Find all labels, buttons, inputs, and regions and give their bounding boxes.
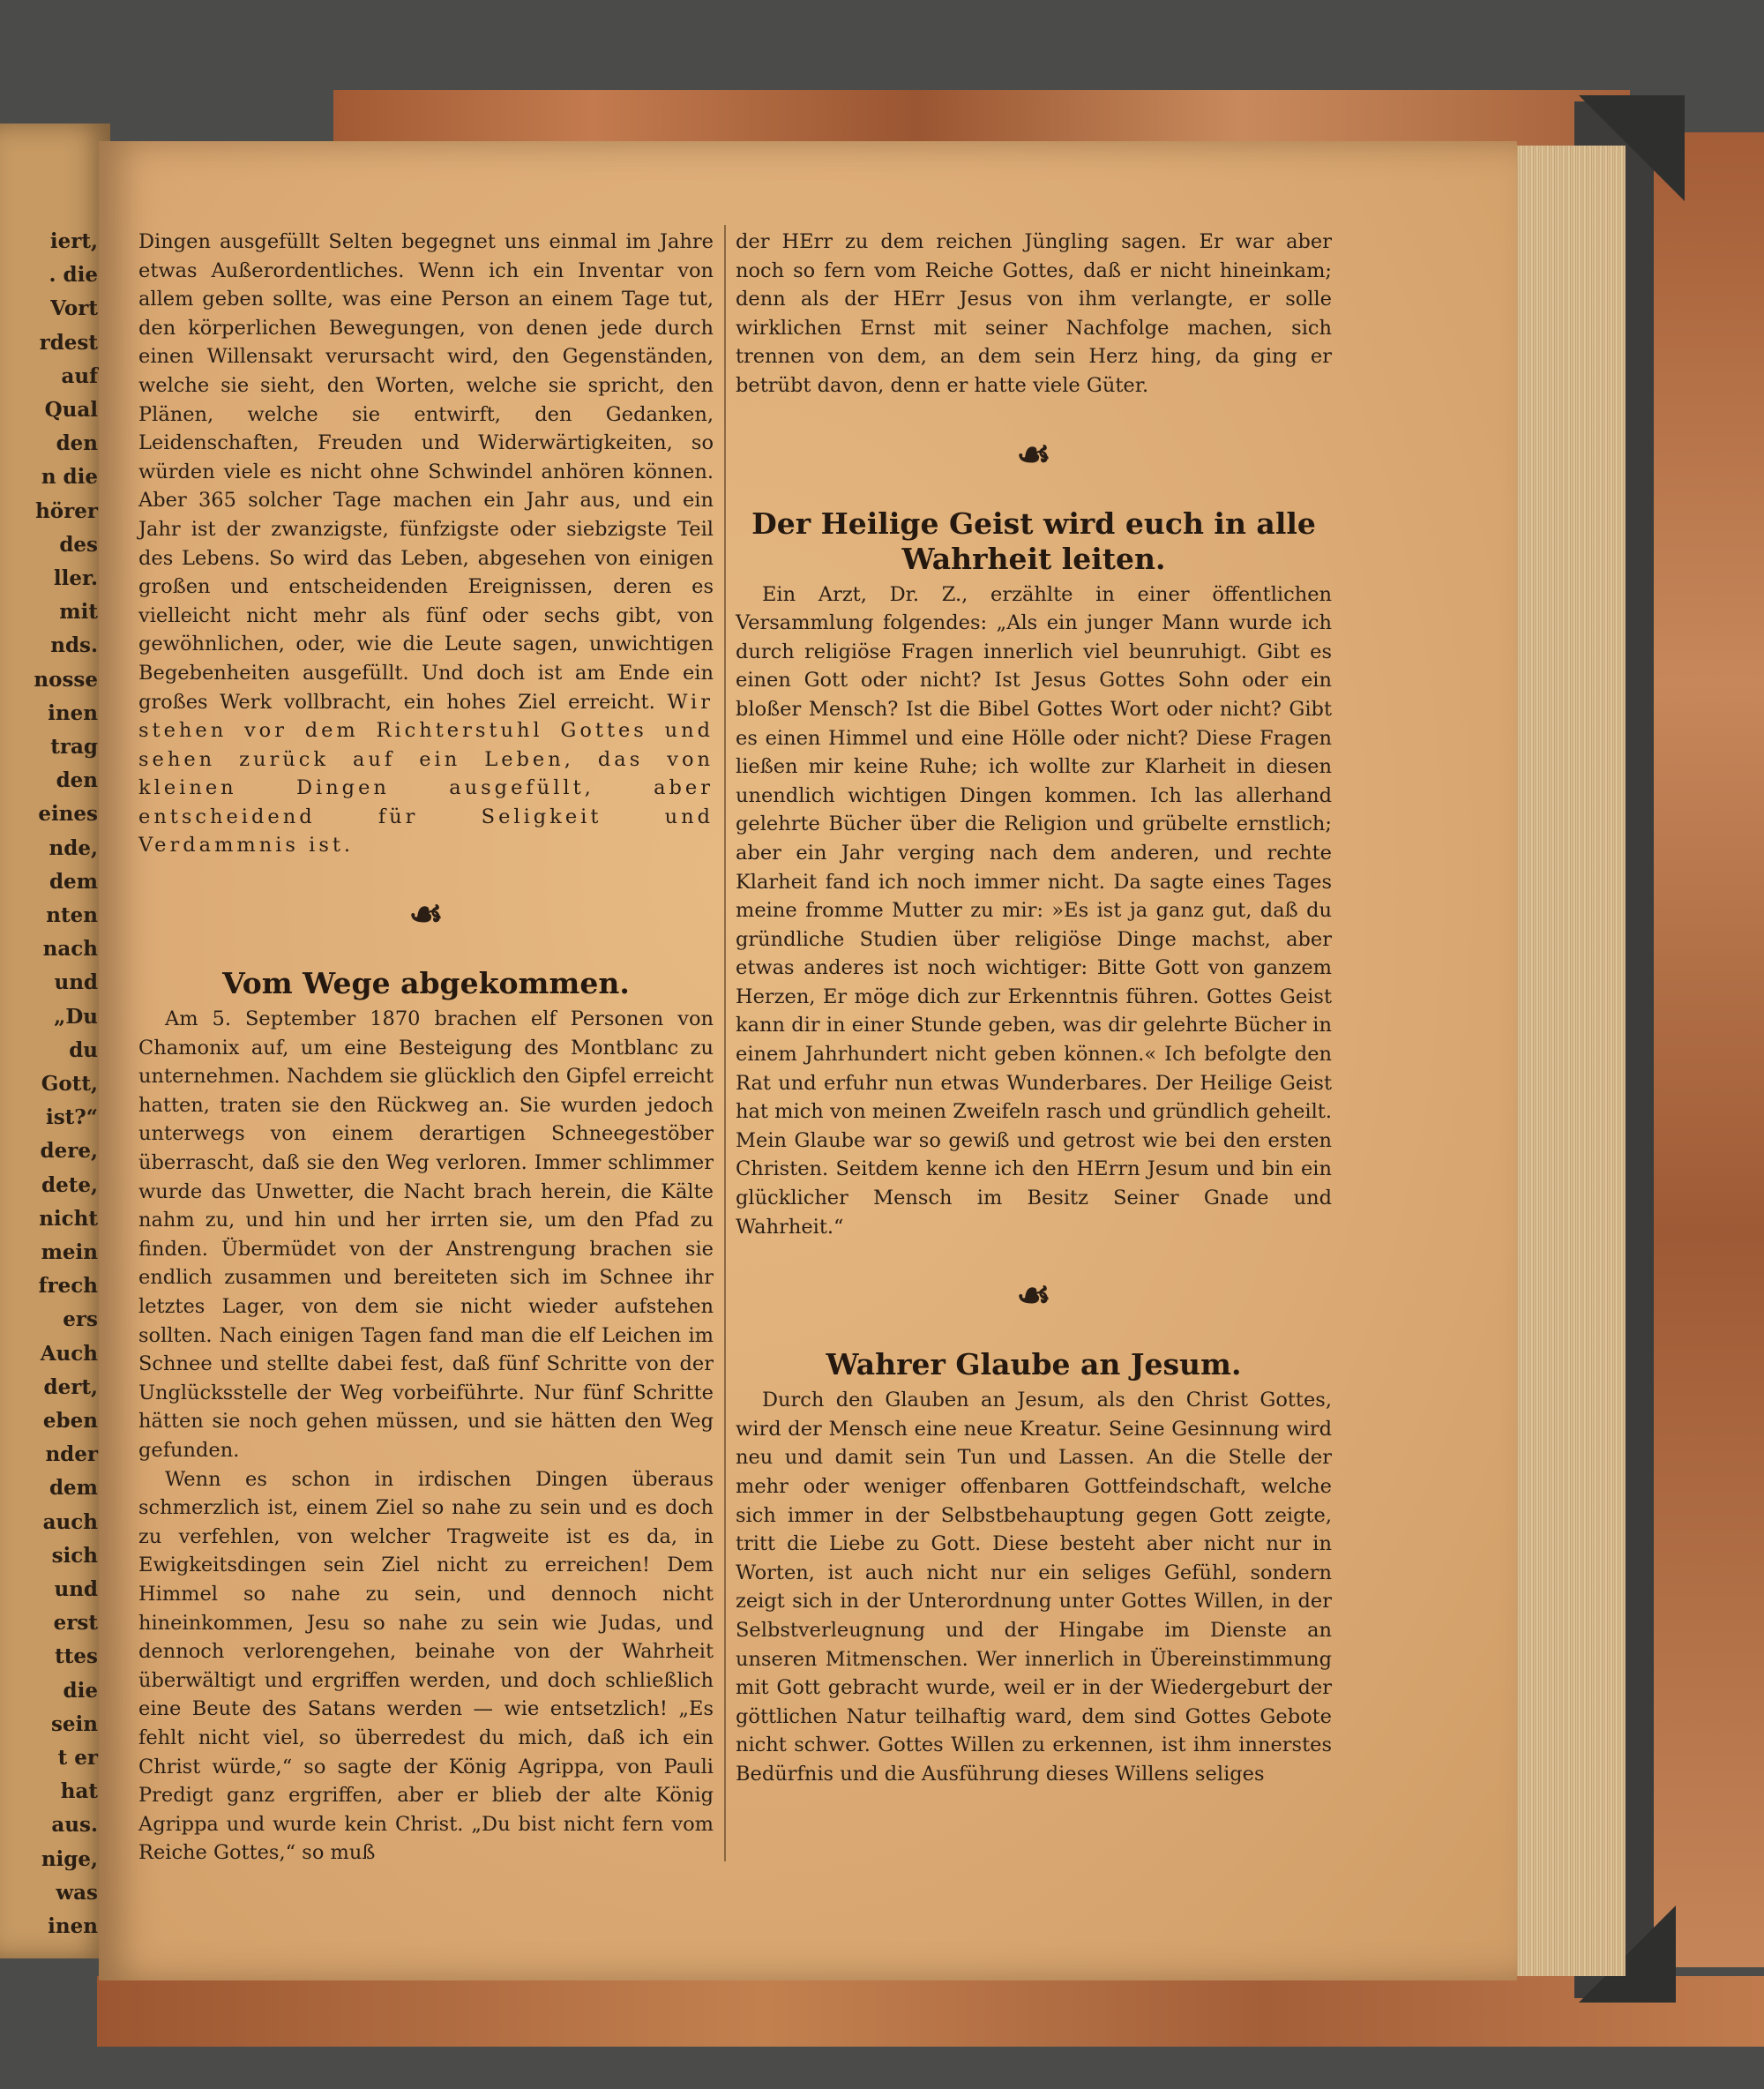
- left-page-fragment: mit: [59, 600, 98, 625]
- left-page-fragment: des: [59, 532, 98, 557]
- article-heading: Vom Wege abgekommen.: [222, 966, 630, 1001]
- left-page-fragment: dem: [49, 1476, 98, 1501]
- left-page-fragment: auf: [61, 363, 98, 388]
- left-page-fragment: nige,: [41, 1846, 98, 1871]
- left-page-fragment: inen: [48, 1914, 98, 1938]
- left-page-fragment: ist?“: [45, 1105, 98, 1130]
- left-page-fragment: Gott,: [41, 1072, 98, 1096]
- paragraph: Ein Arzt, Dr. Z., erzählte in einer öffentlichen Versammlung folgendes: „Als ein junger Mann wurde ich durch religiöse Fragen innerlich viel beunruhigt. Gibt es einen Gott oder nicht? Ist Jesus Gottes Sohn oder ein bloßer Mensch? Ist die Bibel Gottes Wort oder nicht? Gibt es einen Himmel und eine Hölle oder nicht? Diese Fragen ließen mir keine Ruhe; ich wollte zur Klarheit in diesen unendlich wichtigen Dingen kommen. Ich las allerhand gelehrte Bücher über die Religion und grübelte ernstlich; aber ein Jahr verging nach dem anderen, und rechte Klarheit fand ich noch immer nicht. Da sagte eines Tages meine fromme Mutter zu mir: »Es ist ja ganz gut, daß du gründliche Studien über religiöse Dinge machst, aber etwas anderes ist noch wichtiger: Bitte Gott von ganzem Herzen, Er möge dich zur Erkenntnis führen. Gottes Geist kann dir in einer Stunde geben, was dir gelehrte Bücher in einem Jahrhundert nicht geben können.« Ich befolgte den Rat und erfuhr nun etwas Wunderbares. Der Heilige Geist hat mich von meinen Zweifeln rasch und gründlich geheilt. Mein Glaube war so gewiß und getrost wie bei den ersten Christen. Seitdem kenne ich den HErrn Jesum und bin ein glücklicher Mensch im Besitz Seiner Gnade und Wahrheit.“: [736, 582, 1332, 1239]
- left-page-fragment: nten: [46, 903, 98, 927]
- left-page-fragment: den: [56, 768, 98, 793]
- left-page-fragment: hörer: [35, 498, 98, 523]
- left-page-fragment: t er: [57, 1746, 98, 1770]
- left-page-fragment: eben: [42, 1409, 98, 1433]
- left-page-fragment: hat: [60, 1779, 98, 1804]
- left-page-fragment: dere,: [40, 1139, 98, 1164]
- left-page-fragment: erst: [53, 1611, 98, 1636]
- left-page-fragment: eines: [38, 802, 98, 827]
- article-heading: Der Heilige Geist wird euch in alle Wahrheit leiten.: [751, 505, 1316, 576]
- left-page-fragment: trag: [50, 735, 98, 759]
- paragraph: Wenn es schon in irdischen Dingen überaus schmerzlich ist, einem Ziel so nahe zu sein und es doch zu verfehlen, von welcher Tragweite ist es da, in Ewigkeitsdingen sein Ziel nicht zu erreichen! Dem Himmel so nahe zu sein, und dennoch nicht hineinkommen, Jesu so nahe zu sein wie Judas, und dennoch verlorengehen, beinahe von der Wahrheit überwältigt und ergriffen werden, und doch schließlich eine Beute des Satans werden — wie entsetzlich! „Es fehlt nicht viel, so überredest du mich, daß ich ein Christ würde,“ so sagte der König Agrippa, von Pauli Predigt ganz ergriffen, aber er blieb der alte König Agrippa und wurde kein Christ. „Du bist nicht fern vom Reiche Gottes,“ so muß: [138, 1467, 714, 1865]
- left-page-fragment: sein: [50, 1711, 98, 1736]
- left-page-fragment: nach: [42, 937, 98, 962]
- left-page-fragment: inen: [48, 700, 98, 725]
- left-page-fragment: den: [56, 431, 98, 456]
- left-page-fragment: was: [56, 1880, 98, 1905]
- left-page-fragment: nicht: [39, 1206, 98, 1231]
- left-page-fragment: nder: [45, 1442, 98, 1467]
- left-page-fragment: ttes: [55, 1644, 98, 1669]
- left-page-fragment: Auch: [40, 1341, 98, 1366]
- left-page-fragment: und: [54, 1577, 98, 1601]
- left-page-fragment: ller.: [53, 566, 98, 590]
- marbled-cover-bottom: [97, 1976, 1764, 2047]
- left-page-fragment: Vort: [50, 296, 98, 321]
- paragraph: Am 5. September 1870 brachen elf Personen von Chamonix auf, um eine Besteigung des Montblanc zu unternehmen. Nachdem sie glücklich den Gipfel erreicht hatten, traten sie den Rückweg an. Sie wurden jedoch unterwegs von einem derartigen Schneegestöber überrascht, daß sie den Weg verloren. Immer schlimmer wurde das Unwetter, die Nacht brach herein, die Kälte nahm zu, und hin und her irrten sie, um den Pfad zu finden. Übermüdet von der Anstrengung brachen sie endlich zusammen und bereiteten sich im Schnee ihr letztes Lager, von dem sie nicht wieder aufstehen sollten. Nach einigen Tagen fand man die elf Leichen im Schnee und stellte dabei fest, daß fünf Schritte von der Unglücksstelle der Weg vorbeiführte. Nur fünf Schritte hätten sie noch gehen müssen, und sie hätten den Weg gefunden.: [138, 1007, 714, 1462]
- left-page-fragment: sich: [51, 1543, 98, 1568]
- left-page-fragment: rdest: [39, 330, 98, 355]
- marbled-cover-top: [333, 90, 1630, 148]
- left-page-fragment: dete,: [41, 1172, 98, 1197]
- spaced-emphasis: Wir stehen vor dem Richterstuhl Gottes und sehen zurück auf ein Leben, das von kleinen Dingen ausgefüllt, aber entscheidend für Seligkeit und Verdammnis ist.: [138, 690, 714, 857]
- left-page-fragment: iert,: [49, 229, 98, 253]
- column-right: [736, 228, 1332, 1789]
- left-page-fragment: die: [63, 1678, 98, 1703]
- left-page-edge: [0, 124, 110, 1958]
- page-fore-edge: [1513, 146, 1626, 1976]
- left-page-fragment: du: [69, 1037, 98, 1062]
- left-page-fragment: ers: [63, 1307, 98, 1332]
- left-page-fragment: mein: [41, 1240, 98, 1264]
- paragraph: Durch den Glauben an Jesum, als den Christ Gottes, wird der Mensch eine neue Kreatur. Seine Gesinnung wird neu und damit sein Tun und Lassen. An die Stelle der mehr oder weniger offenbaren Gottfeindschaft, welche sich immer in der Selbstbehauptung gegen Gott zeigte, tritt die Liebe zu Gott. Diese besteht aber nicht nur in Worten, ist auch nicht nur ein seliges Gefühl, sondern zeigt sich in der Unterordnung unter Gottes Willen, in der Selbstverleugnung und der Hingabe im Dienste an unseren Mitmenschen. Wer innerlich in Übereinstimmung mit Gott gebracht wurde, weil er in der Wiedergeburt der göttlichen Natur teilhaftig ward, dem sind Gottes Gebote nicht schwer. Gottes Willen zu erkennen, ist ihm innerstes Bedürfnis und die Ausführung dieses Willens seliges: [736, 1389, 1332, 1786]
- ornament-icon: ☙: [408, 892, 444, 938]
- ornament-icon: ☙: [1016, 431, 1051, 477]
- marbled-cover-right: [1636, 132, 1764, 1967]
- left-page-fragment: „Du: [54, 1004, 98, 1029]
- left-page-fragment: n die: [41, 465, 98, 490]
- left-page-fragment: aus.: [51, 1813, 98, 1838]
- paragraph: der HErr zu dem reichen Jüngling sagen. Er war aber noch so fern vom Reiche Gottes, daß er nicht hineinkam; denn als der HErr Jesus von ihm verlangte, er solle wirklichen Ernst mit seiner Nachfolge machen, sich trennen von dem, an dem sein Herz hing, da ging er betrübt davon, denn er hatte viele Güter.: [736, 230, 1332, 397]
- paragraph: Dingen ausgefüllt Selten begegnet uns einmal im Jahre etwas Außerordentliches. Wenn ich ein Inventar von allem geben sollte, was eine Person an einem Tage tut, den körperlichen Bewegungen, von denen jede durch einen Willensakt verursacht wird, den Gegenständen, welche sie sieht, den Worten, welche sie spricht, den Plänen, welche sie entwirft, den Gedanken, Leidenschaften, Freuden und Widerwärtigkeiten, so würden viele es nicht ohne Schwindel anhören können. Aber 365 solcher Tage machen ein Jahr aus, und ein Jahr ist der zwanzigste, fünfzigste oder siebzigste Teil des Lebens. So wird das Leben, abgesehen von einigen großen und entscheidenden Ereignissen, deren es vielleicht nicht mehr als fünf oder sechs gibt, von gewöhnlichen, oder, wie die Leute sagen, unwichtigen Begebenheiten ausgefüllt. Und doch ist am Ende ein großes Werk vollbracht, ein hohes Ziel erreicht. Wir stehen vor dem Richterstuhl Gottes und sehen zurück auf ein Leben, das von kleinen Dingen ausgefüllt, aber entscheidend für Seligkeit und Verdammnis ist.: [138, 230, 714, 857]
- left-page-fragment: auch: [42, 1509, 98, 1534]
- article-heading: Wahrer Glaube an Jesum.: [826, 1347, 1242, 1382]
- left-page-fragment: frech: [38, 1274, 98, 1299]
- left-page-fragment: Qual: [44, 398, 98, 422]
- ornament-icon: ☙: [1016, 1273, 1051, 1319]
- left-page-fragment: dem: [49, 869, 98, 894]
- column-left: [138, 228, 714, 1868]
- left-page-fragment: nde,: [49, 835, 98, 860]
- column-rule: [724, 225, 726, 1861]
- left-page-fragment: dert,: [43, 1374, 98, 1399]
- left-page-fragment: nosse: [34, 667, 98, 692]
- right-page: [99, 141, 1517, 1980]
- left-page-fragment: . die: [49, 263, 98, 288]
- left-page-fragment: und: [54, 970, 98, 995]
- left-page-fragment: nds.: [50, 633, 98, 658]
